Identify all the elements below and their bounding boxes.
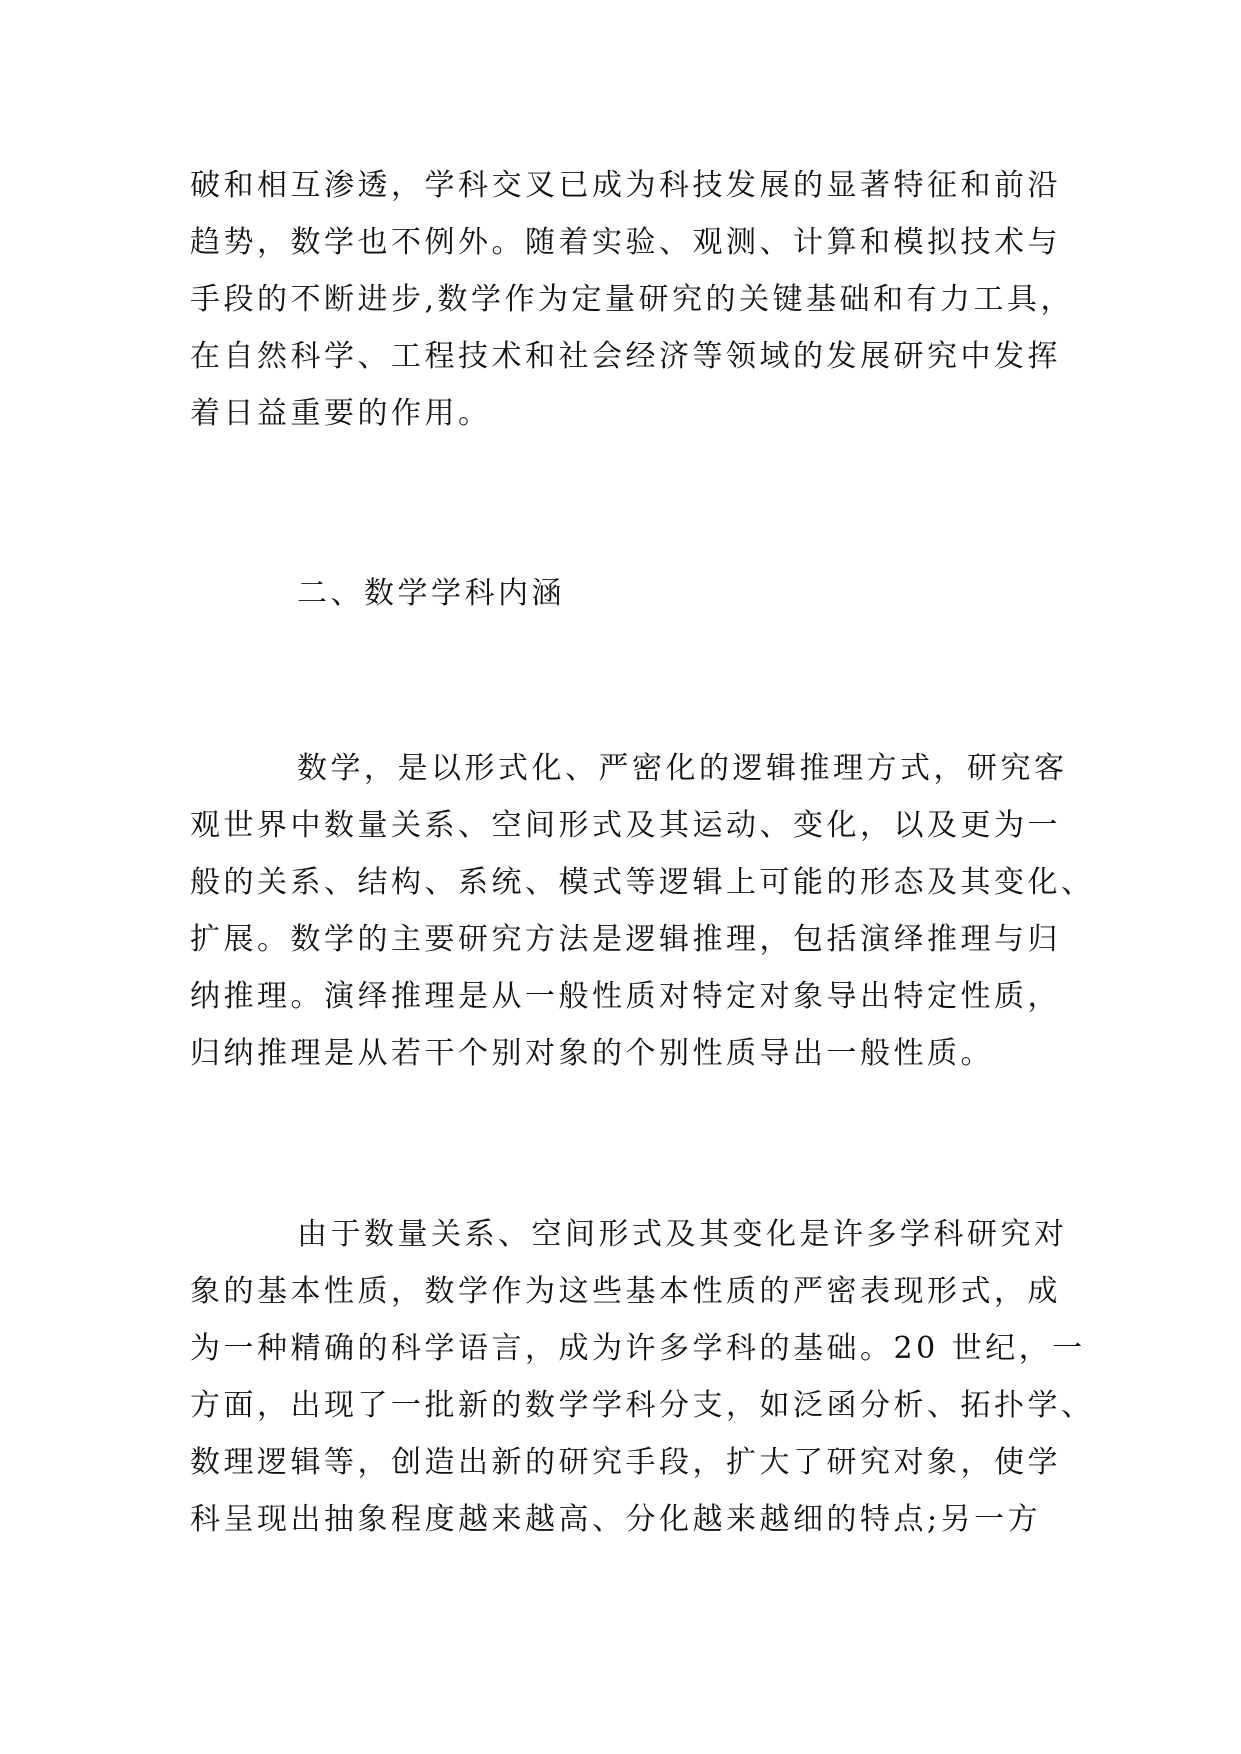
text-line: 科呈现出抽象程度越来越高、分化越来越细的特点;另一方	[190, 1502, 1042, 1537]
text-line: 趋势，数学也不例外。随着实验、观测、计算和模拟技术与	[190, 225, 1061, 260]
text-line: 扩展。数学的主要研究方法是逻辑推理，包括演绎推理与归	[190, 922, 1061, 957]
text-line: 由于数量关系、空间形式及其变化是许多学科研究对	[297, 1217, 1068, 1252]
text-line: 方面，出现了一批新的数学学科分支，如泛函分析、拓扑学、	[190, 1388, 1095, 1423]
text-line: 般的关系、结构、系统、模式等逻辑上可能的形态及其变化、	[190, 865, 1095, 900]
text-line: 象的基本性质，数学作为这些基本性质的严密表现形式，成	[190, 1274, 1061, 1309]
text-line: 破和相互渗透，学科交叉已成为科技发展的显著特征和前沿	[190, 168, 1061, 203]
text-line: 纳推理。演绎推理是从一般性质对特定对象导出特定性质，	[190, 979, 1061, 1014]
text-line: 归纳推理是从若干个别对象的个别性质导出一般性质。	[190, 1036, 994, 1071]
text-line: 着日益重要的作用。	[190, 396, 492, 431]
text-line: 数学，是以形式化、严密化的逻辑推理方式，研究客	[297, 751, 1068, 786]
text-line: 观世界中数量关系、空间形式及其运动、变化，以及更为一	[190, 808, 1061, 843]
text-line: 手段的不断进步,数学作为定量研究的关键基础和有力工具，	[190, 282, 1075, 317]
section-heading: 二、数学学科内涵	[297, 576, 565, 611]
text-line: 为一种精确的科学语言，成为许多学科的基础。20 世纪，一	[190, 1331, 1086, 1366]
text-line: 在自然科学、工程技术和社会经济等领域的发展研究中发挥	[190, 339, 1061, 374]
text-line: 数理逻辑等，创造出新的研究手段，扩大了研究对象，使学	[190, 1445, 1061, 1480]
